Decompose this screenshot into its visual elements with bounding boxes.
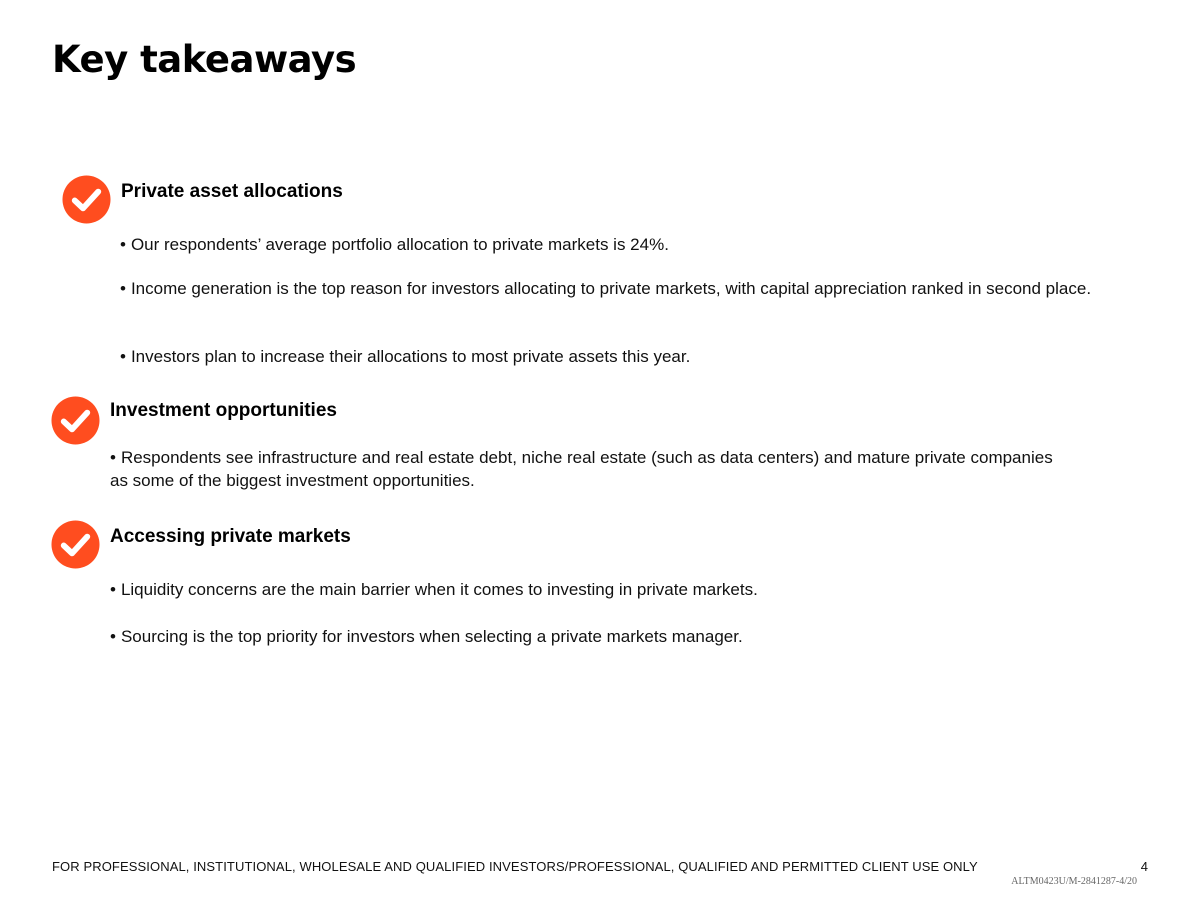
bullet-item: • Respondents see infrastructure and real estate debt, niche real estate (such as data centers) and mature private companies as some of the biggest investment opportunities. [110, 446, 1065, 492]
footer-disclaimer: FOR PROFESSIONAL, INSTITUTIONAL, WHOLESALE AND QUALIFIED INVESTORS/PROFESSIONAL, QUALIFIED AND PERMITTED CLIENT USE ONLY [52, 859, 978, 874]
bullet-item: • Sourcing is the top priority for investors when selecting a private markets manager. [110, 625, 1100, 648]
bullet-item: • Our respondents’ average portfolio allocation to private markets is 24%. [120, 233, 1100, 256]
section-heading-accessing-private-markets: Accessing private markets [110, 526, 351, 547]
bullet-item: • Investors plan to increase their allocations to most private assets this year. [120, 345, 1100, 368]
section-heading-investment-opportunities: Investment opportunities [110, 400, 337, 421]
page-number: 4 [1140, 859, 1148, 874]
bullet-item: • Income generation is the top reason for investors allocating to private markets, with capital appreciation ranked in second place. [120, 277, 1095, 300]
page-title: Key takeaways [52, 38, 357, 81]
check-circle-icon [51, 520, 100, 569]
check-circle-icon [51, 396, 100, 445]
check-circle-icon [62, 175, 111, 224]
section-heading-private-asset-allocations: Private asset allocations [121, 181, 343, 202]
bullet-item: • Liquidity concerns are the main barrier when it comes to investing in private markets. [110, 578, 1100, 601]
document-code: ALTM0423U/M-2841287-4/20 [1011, 876, 1137, 887]
